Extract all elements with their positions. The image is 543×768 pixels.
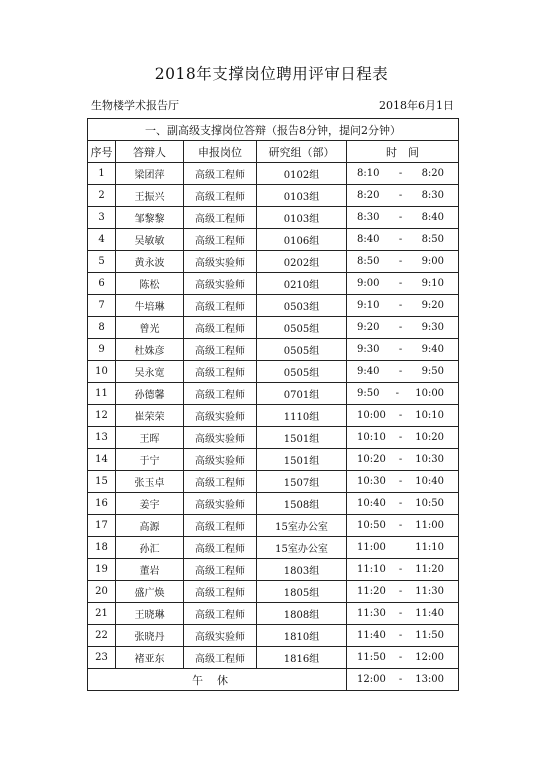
time-end: 9:40 (421, 344, 445, 355)
row-time (347, 625, 459, 647)
row-name: 高源 (116, 515, 184, 537)
table-row (88, 559, 459, 581)
row-time (347, 471, 459, 493)
time-separator: - (398, 498, 403, 509)
row-time (347, 185, 459, 207)
time-end: 10:00 (415, 388, 445, 399)
schedule-table (87, 118, 459, 691)
time-start: 10:30 (357, 476, 386, 487)
row-no: 2 (88, 185, 116, 207)
row-name: 吴敏敏 (116, 229, 184, 251)
table-row (88, 427, 459, 449)
time-end: 10:20 (415, 432, 445, 443)
row-no: 12 (88, 405, 116, 427)
time-end: 8:30 (421, 190, 445, 201)
row-time (347, 515, 459, 537)
row-group: 1507组 (257, 471, 347, 493)
row-time (347, 581, 459, 603)
lunch-time-cell (347, 669, 459, 691)
row-name: 邹黎黎 (116, 207, 184, 229)
time-end: 9:20 (421, 300, 445, 311)
row-name: 姜宇 (116, 493, 184, 515)
time-start: 9:00 (357, 278, 380, 289)
row-name: 王振兴 (116, 185, 184, 207)
header-no: 序号 (88, 141, 116, 163)
row-no: 19 (88, 559, 116, 581)
schedule-body (88, 163, 459, 669)
time-separator: - (398, 256, 403, 267)
document-title: 2018年支撑岗位聘用评审日程表 (154, 65, 389, 83)
row-post: 高级工程师 (184, 207, 257, 229)
row-name: 王晖 (116, 427, 184, 449)
table-row (88, 251, 459, 273)
time-start: 8:30 (357, 212, 380, 223)
table-row (88, 361, 459, 383)
time-end: 11:40 (415, 608, 445, 619)
row-name: 吴永宽 (116, 361, 184, 383)
table-row (88, 295, 459, 317)
date-label: 2018年6月1日 (379, 99, 454, 112)
time-start: 9:10 (357, 300, 380, 311)
table-row (88, 449, 459, 471)
row-no: 11 (88, 383, 116, 405)
row-post: 高级工程师 (184, 339, 257, 361)
row-group: 0102组 (257, 163, 347, 185)
time-separator (395, 542, 407, 553)
time-separator: - (398, 234, 403, 245)
row-group: 0106组 (257, 229, 347, 251)
time-separator: - (398, 300, 403, 311)
time-start: 9:40 (357, 366, 380, 377)
table-row (88, 339, 459, 361)
time-end: 11:10 (415, 542, 445, 553)
time-end: 9:10 (421, 278, 445, 289)
table-row (88, 537, 459, 559)
row-group: 15室办公室 (257, 515, 347, 537)
time-separator: - (398, 344, 403, 355)
time-start: 11:30 (357, 608, 386, 619)
row-no: 14 (88, 449, 116, 471)
row-time (347, 493, 459, 515)
row-time (347, 383, 459, 405)
row-time (347, 273, 459, 295)
row-time (347, 449, 459, 471)
time-separator: - (398, 586, 403, 597)
table-row (88, 581, 459, 603)
table-row (88, 515, 459, 537)
row-group: 1810组 (257, 625, 347, 647)
time-start: 10:10 (357, 432, 386, 443)
header-group: 研究组（部） (257, 141, 347, 163)
row-group: 1805组 (257, 581, 347, 603)
time-start: 11:50 (357, 652, 386, 663)
row-time (347, 251, 459, 273)
row-no: 20 (88, 581, 116, 603)
time-start: 11:00 (357, 542, 386, 553)
time-start: 9:20 (357, 322, 380, 333)
time-end: 10:30 (415, 454, 445, 465)
time-separator: - (398, 520, 403, 531)
row-name: 崔荣荣 (116, 405, 184, 427)
table-row (88, 493, 459, 515)
row-post: 高级实验师 (184, 625, 257, 647)
column-header-row (88, 141, 459, 163)
time-separator: - (398, 564, 403, 575)
time-end: 11:00 (415, 520, 445, 531)
row-no: 6 (88, 273, 116, 295)
time-end: 10:40 (415, 476, 445, 487)
row-post: 高级工程师 (184, 317, 257, 339)
time-separator: - (398, 432, 403, 443)
time-separator: - (398, 652, 403, 663)
time-separator: - (395, 388, 400, 399)
time-separator: - (398, 190, 403, 201)
time-separator: - (398, 366, 403, 377)
lunch-start: 12:00 (357, 674, 386, 685)
time-end: 8:50 (421, 234, 445, 245)
row-no: 3 (88, 207, 116, 229)
row-group: 0503组 (257, 295, 347, 317)
row-post: 高级工程师 (184, 185, 257, 207)
row-no: 13 (88, 427, 116, 449)
header-time: 时 间 (347, 141, 459, 163)
row-group: 1508组 (257, 493, 347, 515)
row-time (347, 647, 459, 669)
row-post: 高级工程师 (184, 361, 257, 383)
row-name: 梁团萍 (116, 163, 184, 185)
header-post: 申报岗位 (184, 141, 257, 163)
table-row (88, 185, 459, 207)
row-time (347, 229, 459, 251)
row-name: 王晓琳 (116, 603, 184, 625)
time-end: 8:20 (421, 168, 445, 179)
row-no: 16 (88, 493, 116, 515)
row-no: 7 (88, 295, 116, 317)
time-separator: - (398, 608, 403, 619)
row-group: 0505组 (257, 339, 347, 361)
lunch-row (88, 669, 459, 691)
row-post: 高级工程师 (184, 383, 257, 405)
venue-label: 生物楼学术报告厅 (91, 99, 179, 112)
table-row (88, 603, 459, 625)
time-separator: - (398, 454, 403, 465)
row-post: 高级实验师 (184, 273, 257, 295)
time-separator: - (398, 630, 403, 641)
row-no: 8 (88, 317, 116, 339)
table-row (88, 163, 459, 185)
row-no: 1 (88, 163, 116, 185)
table-row (88, 229, 459, 251)
time-separator: - (398, 410, 403, 421)
time-start: 8:10 (357, 168, 380, 179)
time-end: 12:00 (415, 652, 445, 663)
table-row (88, 207, 459, 229)
row-post: 高级实验师 (184, 405, 257, 427)
row-no: 10 (88, 361, 116, 383)
time-end: 11:50 (415, 630, 445, 641)
row-name: 孙汇 (116, 537, 184, 559)
row-no: 15 (88, 471, 116, 493)
header-name: 答辩人 (116, 141, 184, 163)
row-time (347, 295, 459, 317)
time-start: 11:40 (357, 630, 386, 641)
row-post: 高级实验师 (184, 251, 257, 273)
row-post: 高级实验师 (184, 493, 257, 515)
time-start: 10:40 (357, 498, 386, 509)
row-time (347, 339, 459, 361)
section-title: 一、副高级支撑岗位答辩（报告8分钟，提问2分钟） (88, 119, 459, 141)
table-row (88, 383, 459, 405)
row-name: 张玉卓 (116, 471, 184, 493)
row-post: 高级工程师 (184, 163, 257, 185)
row-time (347, 361, 459, 383)
table-row (88, 405, 459, 427)
row-group: 0701组 (257, 383, 347, 405)
lunch-end: 13:00 (415, 674, 445, 685)
time-start: 11:10 (357, 564, 386, 575)
row-group: 1816组 (257, 647, 347, 669)
row-time (347, 427, 459, 449)
row-post: 高级工程师 (184, 603, 257, 625)
time-end: 10:50 (415, 498, 445, 509)
time-start: 10:00 (357, 410, 386, 421)
table-row (88, 317, 459, 339)
row-group: 0505组 (257, 317, 347, 339)
row-no: 17 (88, 515, 116, 537)
time-end: 11:30 (415, 586, 445, 597)
row-post: 高级工程师 (184, 581, 257, 603)
row-group: 0202组 (257, 251, 347, 273)
lunch-label-cell (88, 669, 347, 691)
row-no: 4 (88, 229, 116, 251)
time-start: 9:30 (357, 344, 380, 355)
row-group: 1808组 (257, 603, 347, 625)
row-no: 23 (88, 647, 116, 669)
row-name: 牛培琳 (116, 295, 184, 317)
time-start: 8:20 (357, 190, 380, 201)
row-group: 1501组 (257, 449, 347, 471)
lunch-separator: - (398, 674, 403, 685)
row-group: 0103组 (257, 207, 347, 229)
row-name: 董岩 (116, 559, 184, 581)
time-end: 9:50 (421, 366, 445, 377)
row-group: 0210组 (257, 273, 347, 295)
time-separator: - (398, 322, 403, 333)
row-name: 张晓丹 (116, 625, 184, 647)
time-start: 10:20 (357, 454, 386, 465)
time-separator: - (398, 168, 403, 179)
table-row (88, 471, 459, 493)
row-group: 15室办公室 (257, 537, 347, 559)
time-separator: - (398, 476, 403, 487)
time-separator: - (398, 278, 403, 289)
table-row (88, 273, 459, 295)
row-post: 高级工程师 (184, 559, 257, 581)
row-name: 于宁 (116, 449, 184, 471)
row-name: 陈松 (116, 273, 184, 295)
row-post: 高级实验师 (184, 427, 257, 449)
row-name: 褚亚东 (116, 647, 184, 669)
row-time (347, 317, 459, 339)
row-group: 1803组 (257, 559, 347, 581)
time-start: 9:50 (357, 388, 380, 399)
row-no: 22 (88, 625, 116, 647)
time-start: 11:20 (357, 586, 386, 597)
time-start: 8:50 (357, 256, 380, 267)
row-no: 9 (88, 339, 116, 361)
row-post: 高级工程师 (184, 537, 257, 559)
row-group: 1110组 (257, 405, 347, 427)
row-no: 18 (88, 537, 116, 559)
row-time (347, 537, 459, 559)
row-post: 高级工程师 (184, 229, 257, 251)
row-time (347, 405, 459, 427)
row-name: 黄永波 (116, 251, 184, 273)
section-header-row (88, 119, 459, 141)
time-start: 10:50 (357, 520, 386, 531)
row-name: 孙德馨 (116, 383, 184, 405)
time-start: 8:40 (357, 234, 380, 245)
time-end: 10:10 (415, 410, 445, 421)
row-post: 高级工程师 (184, 515, 257, 537)
row-group: 0103组 (257, 185, 347, 207)
row-post: 高级工程师 (184, 471, 257, 493)
row-time (347, 163, 459, 185)
time-separator: - (398, 212, 403, 223)
time-end: 8:40 (421, 212, 445, 223)
row-name: 杜姝彦 (116, 339, 184, 361)
time-end: 11:20 (415, 564, 445, 575)
row-no: 21 (88, 603, 116, 625)
time-end: 9:30 (421, 322, 445, 333)
row-group: 1501组 (257, 427, 347, 449)
time-end: 9:00 (421, 256, 445, 267)
row-time (347, 207, 459, 229)
row-no: 5 (88, 251, 116, 273)
lunch-label: 午休 (192, 673, 242, 687)
row-group: 0505组 (257, 361, 347, 383)
row-post: 高级实验师 (184, 449, 257, 471)
row-post: 高级工程师 (184, 295, 257, 317)
row-name: 曾光 (116, 317, 184, 339)
row-post: 高级工程师 (184, 647, 257, 669)
row-name: 盛广焕 (116, 581, 184, 603)
table-row (88, 647, 459, 669)
table-row (88, 625, 459, 647)
row-time (347, 559, 459, 581)
row-time (347, 603, 459, 625)
